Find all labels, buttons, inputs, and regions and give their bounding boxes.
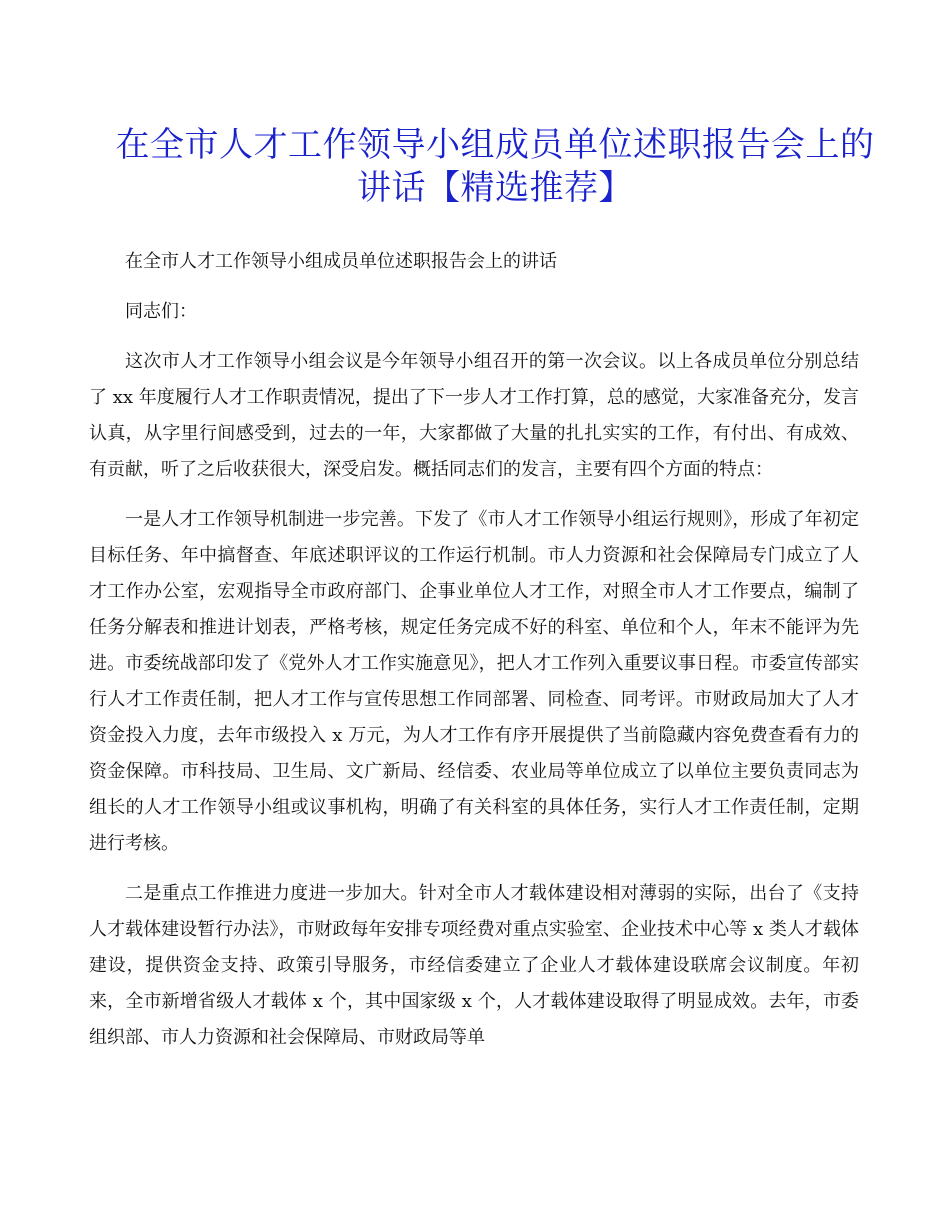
body-subtitle: 在全市人才工作领导小组成员单位述职报告会上的讲话	[125, 251, 557, 272]
body-paragraph: 一是人才工作领导机制进一步完善。下发了《市人才工作领导小组运行规则》，形成了年初定目标任务、年中搞督查、年底述职评议的工作运行机制。市人力资源和社会保障局专门成立了人才工作办公室，宏观指导全市政府部门、企事业单位人才工作，对照全市人才工作要点，编制了任务分解表和推进计划表，严格考核，规定任务完成不好的科室、单位和个人，年末不能评为先进。市委统战部印发了《党外人才工作实施意见》，把人才工作列入重要议事日程。市委宣传部实行人才工作责任制，把人才工作与宣传思想工作同部署、同检查、同考评。市财政局加大了人才资金投入力度，去年市级投入 x 万元，为人才工作有序开展提供了当前隐藏内容免费查看有力的资金保障。市科技局、卫生局、文广新局、经信委、农业局等单位成立了以单位主要负责同志为组长的人才工作领导小组或议事机构，明确了有关科室的具体任务，实行人才工作责任制，定期进行考核。	[89, 509, 859, 854]
document-body	[89, 244, 859, 1070]
body-paragraph: 二是重点工作推进力度进一步加大。针对全市人才载体建设相对薄弱的实际，出台了《支持人才载体建设暂行办法》，市财政每年安排专项经费对重点实验室、企业技术中心等 x 类人才载体建设，提供资金支持、政策引导服务，市经信委建立了企业人才载体建设联席会议制度。年初来，全市新增省级人才载体 x 个，其中国家级 x 个，人才载体建设取得了明显成效。去年，市委组织部、市人力资源和社会保障局、市财政局等单	[89, 883, 859, 1048]
body-paragraph: 这次市人才工作领导小组会议是今年领导小组召开的第一次会议。以上各成员单位分别总结了 xx 年度履行人才工作职责情况，提出了下一步人才工作打算，总的感觉，大家准备充分，发言认真，从字里行间感受到，过去的一年，大家都做了大量的扎扎实实的工作，有付出、有成效、有贡献，听了之后收获很大，深受启发。概括同志们的发言，主要有四个方面的特点：	[89, 351, 859, 480]
document-title: 在全市人才工作领导小组成员单位述职报告会上的讲话【精选推荐】	[115, 125, 875, 208]
salutation: 同志们：	[125, 301, 197, 322]
